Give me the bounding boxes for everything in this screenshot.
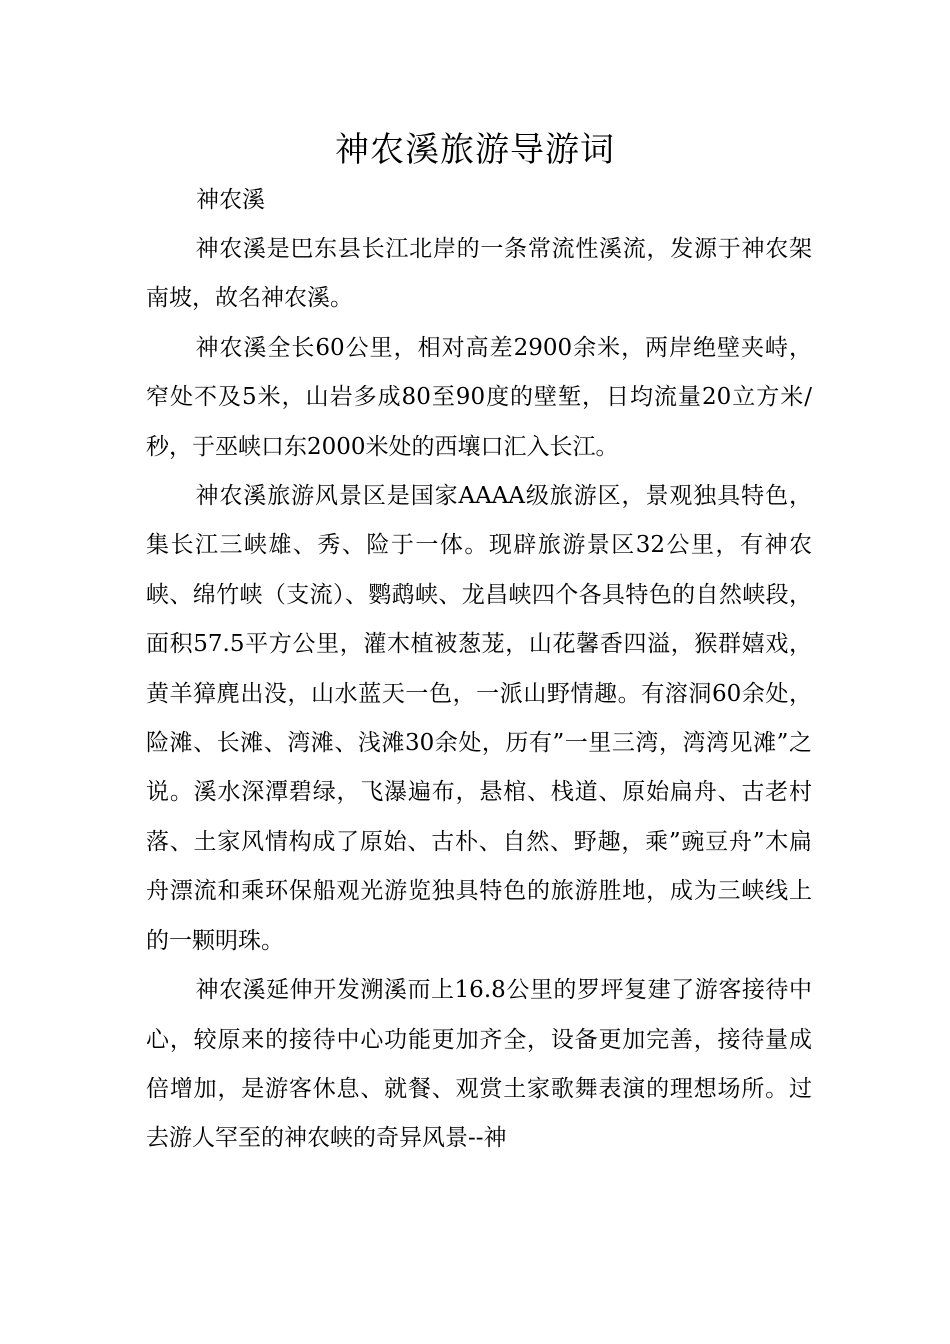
document-title: 神农溪旅游导游词	[335, 130, 615, 170]
paragraph: 神农溪延伸开发溯溪而上16.8公里的罗坪复建了游客接待中心，较原来的接待中心功能更加齐全，设备更加完善，接待量成倍增加，是游客休息、就餐、观赏土家歌舞表演的理想场所。过去游人罕至的神农峡的奇异风景--神	[146, 977, 812, 1152]
document-body	[146, 225, 812, 1164]
paragraph: 神农溪是巴东县长江北岸的一条常流性溪流，发源于神农架南坡，故名神农溪。	[146, 236, 812, 312]
paragraph: 神农溪旅游风景区是国家AAAA级旅游区，景观独具特色，集长江三峡雄、秀、险于一体。现辟旅游景区32公里，有神农峡、绵竹峡（支流）、鹦鹉峡、龙昌峡四个各具特色的自然峡段，面积57.5平方公里，灌木植被葱茏，山花馨香四溢，猴群嬉戏，黄羊獐麂出没，山水蓝天一色，一派山野情趣。有溶洞60余处，险滩、长滩、湾滩、浅滩30余处，历有”一里三湾，湾湾见滩”之说。溪水深潭碧绿，飞瀑遍布，悬棺、栈道、原始扁舟、古老村落、土家风情构成了原始、古朴、自然、野趣，乘”豌豆舟”木扁舟漂流和乘环保船观光游览独具特色的旅游胜地，成为三峡线上的一颗明珠。	[146, 483, 812, 954]
document-subtitle: 神农溪	[196, 187, 265, 213]
paragraph: 神农溪全长60公里，相对高差2900余米，两岸绝壁夹峙，窄处不及5米，山岩多成80至90度的壁堑，日均流量20立方米/秒，于巫峡口东2000米处的西壤口汇入长江。	[146, 334, 812, 460]
